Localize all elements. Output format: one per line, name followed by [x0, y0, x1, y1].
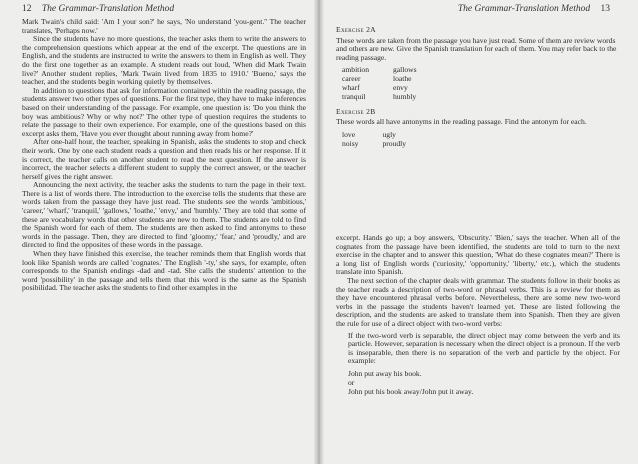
word: tranquil — [342, 91, 366, 101]
word: love — [342, 129, 356, 139]
right-page — [320, 0, 638, 464]
exercise-2b-word-table — [342, 131, 430, 149]
right-running-title: The Grammar-Translation Method — [457, 4, 591, 14]
exercise-2a-heading: Exercise 2A — [336, 25, 376, 34]
exercise-2b-instructions: These words all have antonyms in the reading passage. Find the antonym for each. — [336, 117, 587, 127]
left-running-head — [22, 4, 174, 14]
example-line: John put away his book. — [348, 368, 422, 378]
word: proudly — [382, 138, 407, 148]
left-running-title: The Grammar-Translation Method — [41, 4, 175, 14]
example-line: or — [348, 377, 355, 387]
paragraph: The next section of the chapter deals with grammar. The students follow in their books as the teacher reads a description of two-word or phrasal verbs. This is a review for them as they have encountered phrasal verbs before. Nevertheless, there are some new two-word verbs in the passage the students haven't learned yet. These are listed following the description, and the students are asked to translate them into Spanish. Then they are given the rule for use of a direct object with two-word verbs: — [336, 275, 620, 328]
word: loathe — [393, 74, 412, 84]
paragraph: After one-half hour, the teacher, speaking in Spanish, asks the students to stop and check their work. One by one each student reads a question and then reads his or her response. If it is correct, the teacher calls on another student to read the next question. If the answer is incorrect, the teacher selects a different student to supply the correct answer, or the teacher herself gives the right answer. — [22, 137, 306, 181]
word: gallows — [393, 65, 417, 75]
right-page-number: 13 — [600, 4, 610, 14]
word: noisy — [342, 138, 359, 148]
right-running-head — [458, 4, 610, 14]
word: wharf — [342, 82, 360, 92]
paragraph: excerpt. Hands go up; a boy answers, 'Obscurity.' 'Bien,' says the teacher. When all of the cognates from the passage have been identified, the students are told to turn to the next exercise in the chapter and to answer this question, 'What do these cognates mean?' There is a long list of English words ('curiosity,' 'opportunity,' 'liberty,' etc.), which the students translate into Spanish. — [336, 233, 620, 277]
right-page-body — [336, 234, 620, 399]
left-page-body — [22, 18, 306, 293]
word: ambition — [342, 65, 369, 75]
rule-text: If the two-word verb is separable, the direct object may come between the verb and its particle. However, separation is necessary when the direct object is a pronoun. If the verb is inseparable, then there is no separation of the verb and particle by the object. For example: — [348, 330, 620, 366]
paragraph: Announcing the next activity, the teacher asks the students to turn the page in their text. There is a list of words there. The introduction to the exercise tells the students that these are words taken from the passage they have just read. The students see the words 'ambitious,' 'career,' 'wharf,' 'tranquil,' 'gallows,' 'loathe,' 'envy,' and 'humbly.' They are told that some of these are vocabulary words that other students are new to them. The students are told to find the Spanish word for each of them. The students are then asked to find antonyms to these words in the passage. Then, they are directed to find 'gloomy,' 'fear,' and 'proudly,' and are directed to find the opposites of these words in the passage. — [22, 180, 306, 250]
paragraph: When they have finished this exercise, the teacher reminds them that English words that look like Spanish words are called 'cognates.' The English '-ty,' she says, for example, often corresponds to the Spanish endings -dad and -tad. She calls the students' attention to the word 'possibility' in the passage and tells them that this word is the same as the Spanish posibilidad. The teacher asks the students to find other examples in the — [22, 249, 306, 293]
word: career — [342, 74, 361, 84]
exercise-box — [336, 24, 622, 148]
exercise-2b-heading: Exercise 2B — [336, 106, 376, 116]
paragraph: Mark Twain's child said: 'Am I your son?' he says, 'No understand 'you-gent.'' The teacher translates, 'Perhaps now.' — [22, 17, 306, 35]
example-block — [348, 369, 620, 396]
exercise-2a-instructions: These words are taken from the passage you have just read. Some of them are review words and others are new. Give the Spanish translation for each of them. You may refer back to the reading passage. — [336, 35, 617, 62]
paragraph: Since the students have no more questions, the teacher asks them to write the answers to the comprehension questions which appear at the end of the excerpt. The questions are in English, and the students are instructed to write the answers to them in English as well. They do the first one together as an example. A student reads out loud, 'When did Mark Twain live?' Another student replies, 'Mark Twain lived from 1835 to 1910.' 'Bueno,' says the teacher, and the students begin working quietly by themselves. — [22, 34, 306, 87]
word: ugly — [382, 129, 396, 139]
example-line: John put his book away/John put it away. — [348, 386, 474, 396]
word-row — [342, 93, 441, 102]
exercise-2a-word-table — [342, 66, 441, 101]
word-row — [342, 140, 430, 149]
left-page-number: 12 — [22, 4, 32, 14]
word: humbly — [393, 91, 417, 101]
left-page — [0, 0, 318, 464]
word: envy — [393, 82, 408, 92]
paragraph: In addition to questions that ask for information contained within the reading passage, the students answer two other types of questions. For the first type, they have to make inferences based on their understanding of the passage. For example, one question is: 'Do you think the boy was ambitious? Why or why not?' The other type of question requires the students to relate the passage to their own experience. For example, one of the questions based on this excerpt asks them, 'Have you ever thought about running away from home?' — [22, 85, 306, 138]
